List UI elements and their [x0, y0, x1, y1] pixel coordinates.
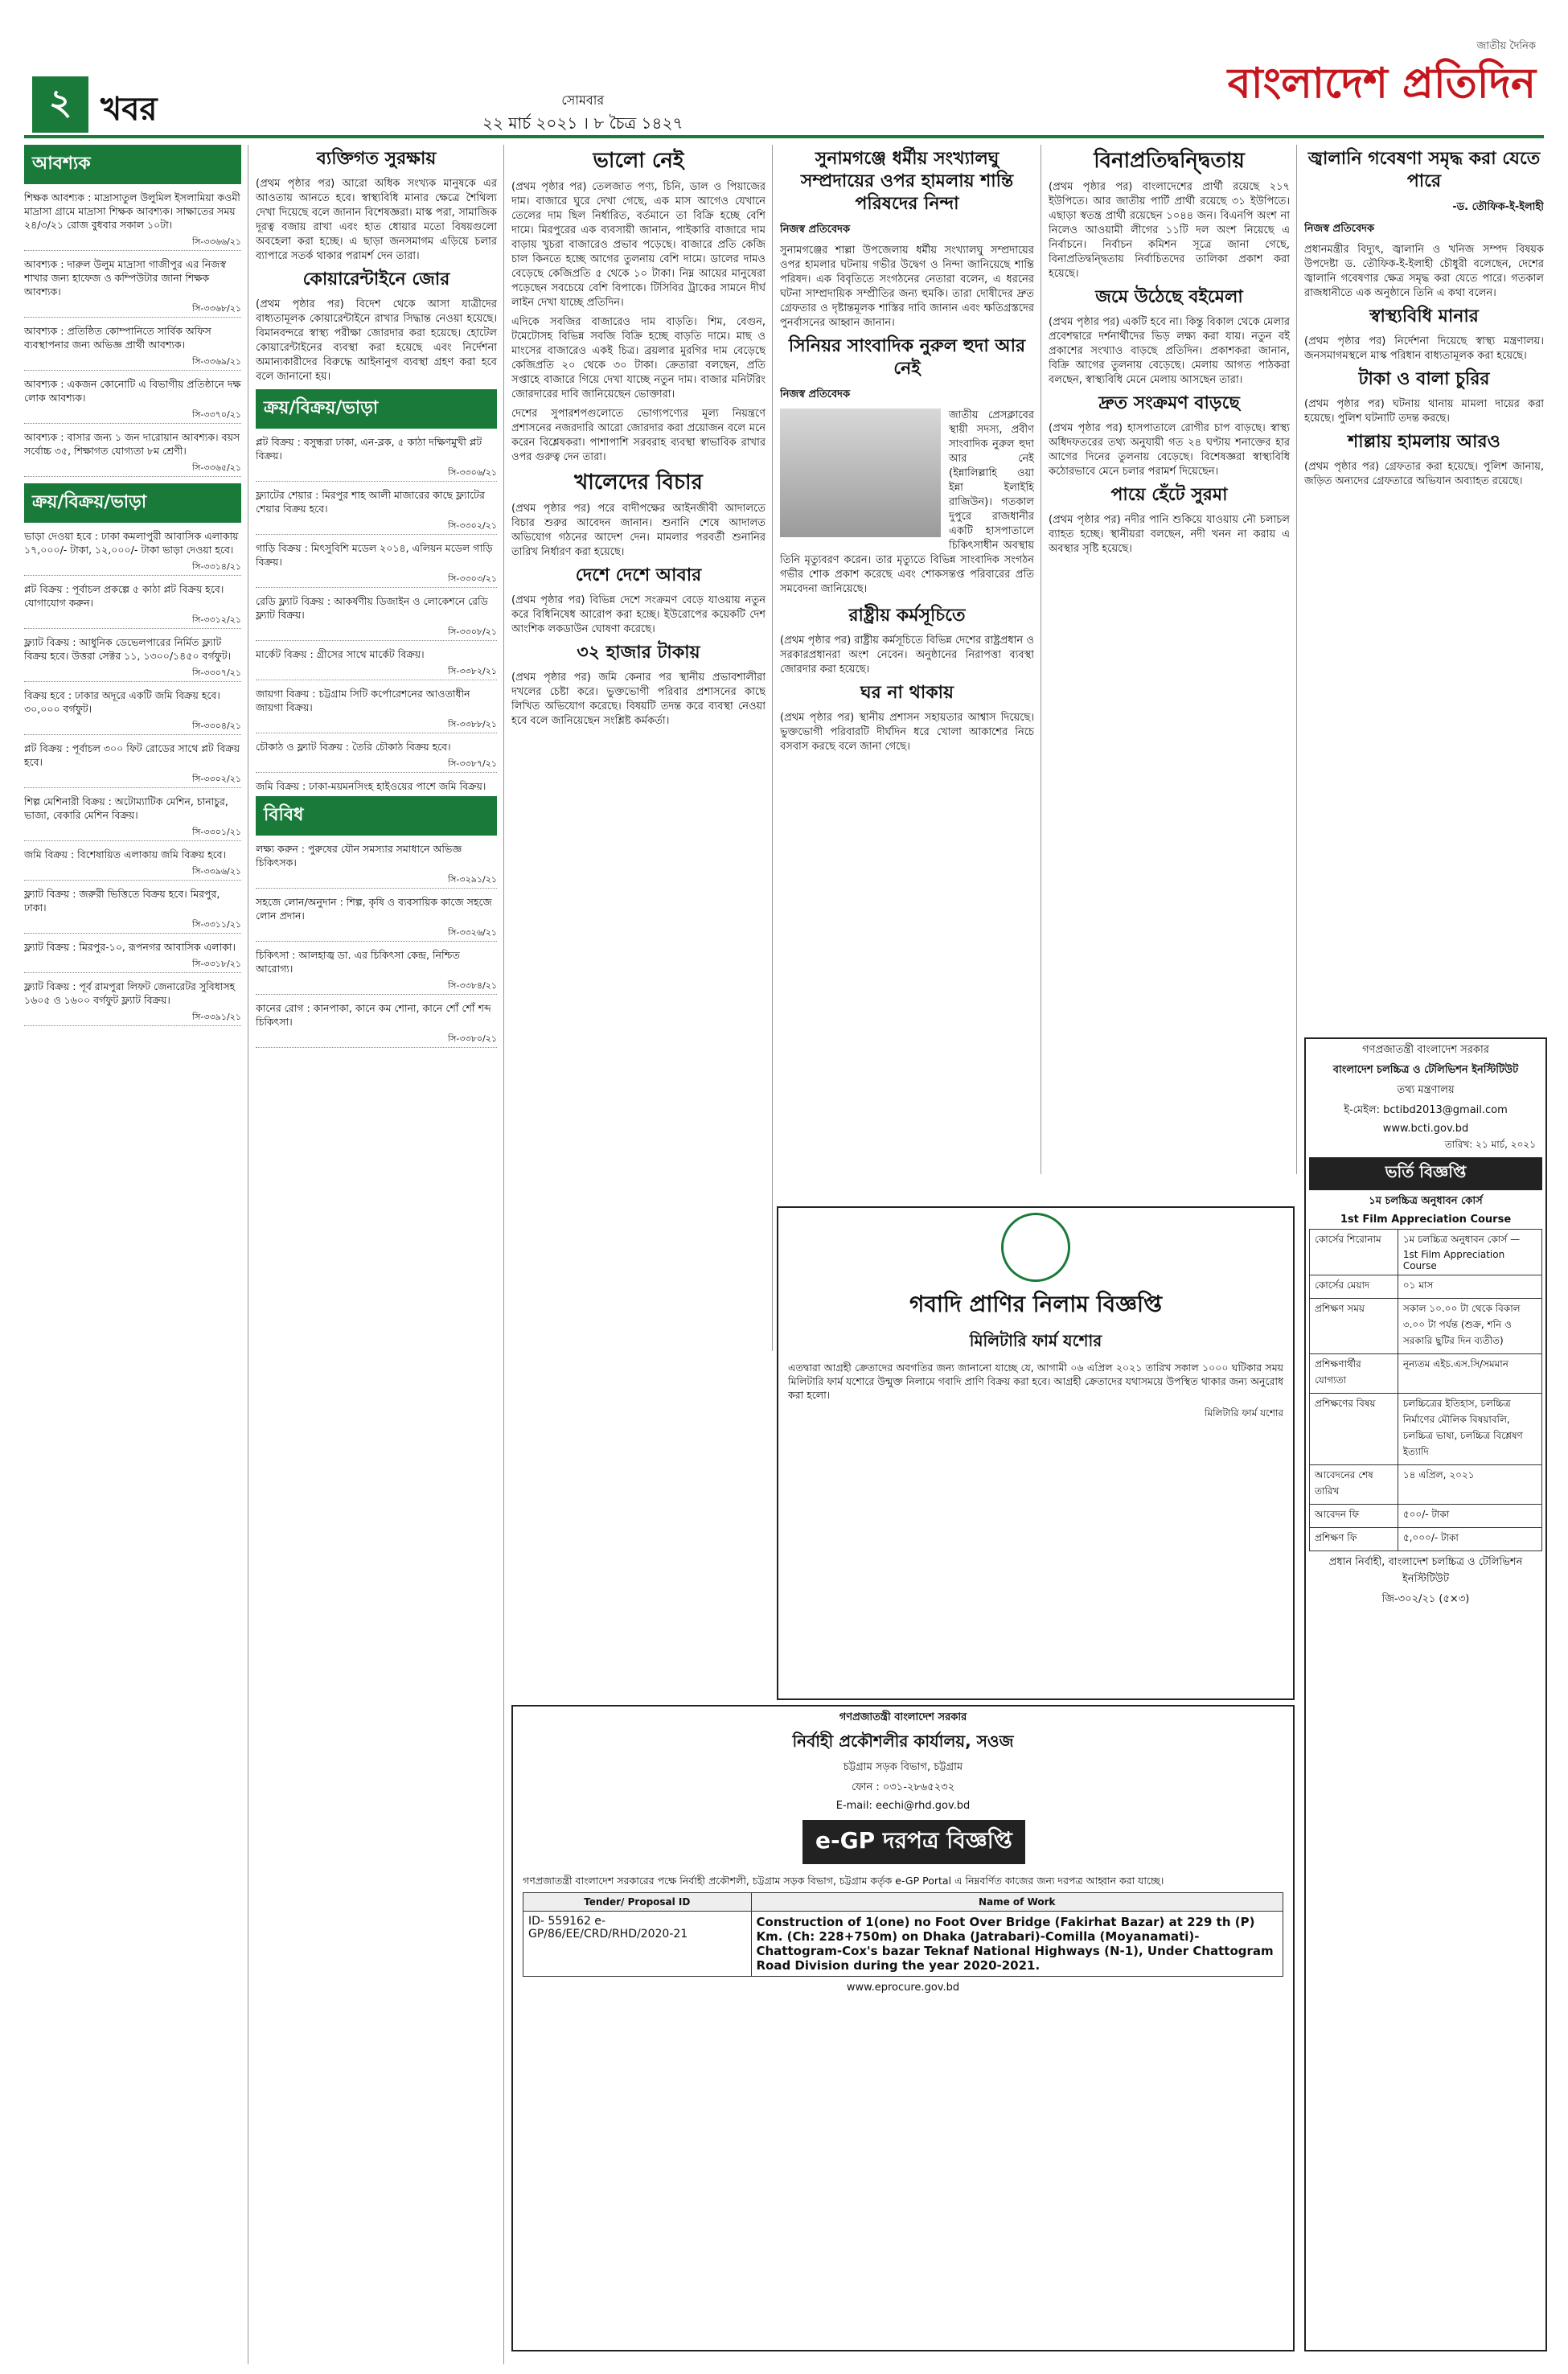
classified-item: জায়গা বিক্রয় : চট্টগ্রাম সিটি কর্পোরেশনের আওতাধীন জায়গা বিক্রয়। [256, 688, 470, 713]
headline-journalist-obituary: সিনিয়র সাংবাদিক নুরুল হুদা আর নেই [788, 336, 1026, 379]
headline-book-fair: জমে উঠেছে বইমেলা [1095, 287, 1243, 307]
article-body: প্রধানমন্ত্রীর বিদ্যুৎ, জ্বালানি ও খনিজ সম্পদ বিষয়ক উপদেষ্টা ড. তৌফিক-ই-ইলাহী চৌধুরী বলেছেন, দেশের জ্বালানি গবেষণার ক্ষেত্র সমৃদ্ধ করা যেতে পারে। গতকাল রাজধানীতে এক অনুষ্ঠানে তিনি এ কথা বলেন। [1304, 244, 1544, 299]
row-value: নূন্যতম এইচ.এস.সি/সমমান [1398, 1354, 1541, 1394]
table-row [1310, 1230, 1542, 1275]
ad-subtitle: মিলিটারি ফার্ম যশোর [969, 1331, 1102, 1350]
row-label: প্রশিক্ষণার্থীর যোগ্যতা [1310, 1354, 1398, 1394]
article-body: এদিকে সবজির বাজারেও দাম বাড়তি। শিম, বেগুন, টমেটোসহ বিভিন্ন সবজি বিক্রি হচ্ছে বাড়তি দামে। মাছ ও মাংসের বাজারেও একই চিত্র। ব্রয়লার মুরগির দাম বেড়েছে কেজিপ্রতি ২০ থেকে ৩০ টাকা। ক্রেতারা বলছেন, প্রতি সপ্তাহে বাজারে গিয়ে দেখা যাচ্ছে নতুন দাম। বাজার মনিটরিং জোরদারের দাবি জানিয়েছেন ভোক্তারা। [511, 316, 766, 400]
classified-item: কানের রোগ : কানপাকা, কানে কম শোনা, কানে শোঁ শোঁ শব্দ চিকিৎসা। [256, 1002, 491, 1028]
classified-ref: সি-৩৩০৭/২১ [24, 666, 241, 682]
classified-heading-wanted: আবশ্যক [24, 145, 241, 184]
ad-body: এতদ্বারা আগ্রহী ক্রেতাদের অবগতির জন্য জানানো যাচ্ছে যে, আগামী ০৬ এপ্রিল ২০২১ তারিখ সকাল ১০০০ ঘটিকার সময় মিলিটারি ফার্ম যশোরে উন্মুক্ত নিলামে গবাদি প্রাণি বিক্রয় করা হবে। আগ্রহী ক্রেতাদের যথাসময়ে উপস্থিত থাকার জন্য অনুরোধ করা হলো। [788, 1362, 1283, 1401]
row-label: আবেদনের শেষ তারিখ [1310, 1465, 1398, 1505]
article-body: (প্রথম পৃষ্ঠার পর) নির্দেশনা দিয়েছে স্বাস্থ্য মন্ত্রণালয়। জনসমাগমস্থলে মাস্ক পরিধান বাধ্যতামূলক করা হয়েছে। [1304, 335, 1544, 362]
article-body: (প্রথম পৃষ্ঠার পর) একটি হবে না। কিন্তু বিকাল থেকে মেলার প্রবেশদ্বারে দর্শনার্থীদের ভিড় লক্ষ্য করা যায়। নতুন বই প্রকাশের সংখ্যাও বাড়ছে প্রতিদিন। প্রকাশকরা জানান, বিক্রি আগের তুলনায় বেড়েছে। মেলায় আগত পাঠকরা বলছেন, স্বাস্থ্যবিধি মেনে মেলায় আসছেন তারা। [1049, 316, 1290, 386]
classified-item: জমি বিক্রয় : ঢাকা-ময়মনসিংহ হাইওয়ের পাশে জমি বিক্রয়। [256, 780, 486, 792]
logo-name: বাংলাদেশ প্রতিদিন [1227, 60, 1536, 108]
classified-item: শিল্প মেশিনারী বিক্রয় : অটোম্যাটিক মেশিন, চানাচুর, ভাজা, বেকারি মেশিন বিক্রয়। [24, 795, 228, 821]
headline-energy-research: জ্বালানি গবেষণা সমৃদ্ধ করা যেতে পারে [1307, 149, 1541, 191]
classified-heading-buy-sell-2: ক্রয়/বিক্রয়/ভাড়া [256, 389, 497, 429]
section-title: খবর [101, 91, 158, 128]
column-divider [772, 145, 773, 1351]
classified-item: সহজে লোন/অনুদান : শিল্প, কৃষি ও ব্যবসায়িক কাজে সহজে লোন প্রদান। [256, 896, 492, 922]
course-name: ১ম চলচ্চিত্র অনুধাবন কোর্স [1369, 1195, 1483, 1207]
row-value: ১৪ এপ্রিল, ২০২১ [1398, 1465, 1541, 1505]
ad-ministry: তথ্য মন্ত্রণালয় [1397, 1084, 1455, 1096]
article-body: (প্রথম পৃষ্ঠার পর) রাষ্ট্রীয় কর্মসূচিতে বিভিন্ন দেশের রাষ্ট্রপ্রধান ও সরকারপ্রধানরা অংশ নেবেন। অনুষ্ঠানের নিরাপত্তা ব্যবস্থা জোরদার করা হয়েছে। [780, 635, 1034, 676]
article-body: (প্রথম পৃষ্ঠার পর) গ্রেফতার করা হয়েছে। পুলিশ জানায়, জড়িত অন্যদের গ্রেফতারে অভিযান অব্যাহত রয়েছে। [1304, 461, 1544, 487]
headline-theft: টাকা ও বালা চুরির [1358, 369, 1490, 389]
article-body: (প্রথম পৃষ্ঠার পর) হাসপাতালে রোগীর চাপ বাড়ছে। স্বাস্থ্য অধিদফতরের তথ্য অনুযায়ী গত ২৪ ঘণ্টায় শনাক্তের হার আগের দিনের তুলনায় বেড়েছে। বিশেষজ্ঞরা স্বাস্থ্যবিধি কঠোরভাবে মেনে চলার পরামর্শ দিয়েছেন। [1049, 422, 1290, 478]
classified-item: ফ্ল্যাট বিক্রয় : জরুরী ভিত্তিতে বিক্রয় হবে। মিরপুর, ঢাকা। [24, 888, 220, 914]
classified-ref: সি-৩৩৬৫/২১ [24, 461, 241, 477]
ad-egp-tender [511, 1705, 1295, 2351]
table-row [1310, 1394, 1542, 1465]
classified-ref: সি-৩৩৬৮/২১ [24, 302, 241, 318]
article-body: দেশের সুপারশপগুলোতে ভোগ্যপণ্যের মূল্য নিয়ন্ত্রণে প্রশাসনের নজরদারি আরো জোরদার করা প্রয়োজন বলে মনে করেন বিশ্লেষকরা। পাশাপাশি সরবরাহ ব্যবস্থা স্বাভাবিক রাখার ওপর গুরুত্ব দেন তারা। [511, 408, 766, 463]
ad-office: নির্বাহী প্রকৌশলীর কার্যালয়, সওজ [792, 1731, 1014, 1751]
classified-ref: সি-৩৩০২/২১ [24, 772, 241, 788]
table-row [1310, 1275, 1542, 1299]
article-body: (প্রথম পৃষ্ঠার পর) ঘটনায় থানায় মামলা দায়ের করা হয়েছে। পুলিশ ঘটনাটি তদন্ত করছে। [1304, 398, 1544, 425]
ad-title: ভর্তি বিজ্ঞপ্তি [1309, 1157, 1542, 1190]
headline-state-program: রাষ্ট্রীয় কর্মসূচিতে [848, 606, 966, 626]
journalist-photo [780, 409, 941, 537]
classified-item: ফ্ল্যাট বিক্রয় : আধুনিক ডেভেলপারের নির্মিত ফ্ল্যাট বিক্রয় হবে। উত্তরা সেক্টর ১১, ১৩০০/১৪৫০ বর্গফুট। [24, 636, 232, 662]
article-body: সুনামগঞ্জের শাল্লা উপজেলায় ধর্মীয় সংখ্যালঘু সম্প্রদায়ের ওপর হামলার ঘটনায় গভীর উদ্বেগ ও নিন্দা জানিয়েছে শান্তি পরিষদ। এক বিবৃতিতে সংগঠনের নেতারা বলেন, এ ধরনের ঘটনা সাম্প্রদায়িক সম্প্রীতির জন্য হুমকি। তারা দোষীদের দ্রুত গ্রেফতার ও দৃষ্টান্তমূলক শাস্তির দাবি জানান এবং ক্ষতিগ্রস্তদের পুনর্বাসনের আহ্বান জানান। [780, 244, 1034, 329]
classified-item: চিকিৎসা : আলহাজ্ব ডা. এর চিকিৎসা কেন্দ্র, নিশ্চিত আরোগ্য। [256, 949, 460, 975]
classified-item: বিক্রয় হবে : ঢাকার অদূরে একটি জমি বিক্রয় হবে। ৩০,০০০ বর্গফুট। [24, 689, 220, 715]
quote-author: -ড. তৌফিক-ই-ইলাহী [1452, 201, 1544, 213]
article-body: (প্রথম পৃষ্ঠার পর) আরো অধিক সংখ্যক মানুষকে এর আওতায় আনতে হবে। স্বাস্থ্যবিধি মানার ক্ষেত্রে শৈথিল্য দেখা দিয়েছে বলে জানান বিশেষজ্ঞরা। মাস্ক পরা, সামাজিক দূরত্ব বজায় রাখা এবং হাত ধোয়ার মতো বিষয়গুলো অবহেলা করা হচ্ছে। এ ছাড়া জনসমাগম এড়িয়ে চলার ব্যাপারে সতর্ক থাকার পরামর্শ দেন তারা। [256, 178, 497, 262]
classified-item: আবশ্যক : একজন কোনোটি এ বিভাগীয় প্রতিষ্ঠানে দক্ষ লোক আবশ্যক। [24, 378, 241, 404]
classified-ref: সি-৩৩০৩/২১ [256, 572, 497, 588]
ad-title: গবাদি প্রাণির নিলাম বিজ্ঞপ্তি [909, 1291, 1163, 1317]
classified-item: মার্কেট বিক্রয় : গ্রীসের সাথে মার্কেট বিক্রয়। [256, 648, 425, 660]
headline-countries-again: দেশে দেশে আবার [575, 565, 702, 585]
table-row [1310, 1354, 1542, 1394]
classified-ref: সি-৩২৯১/২১ [256, 873, 497, 889]
army-seal-icon [1001, 1213, 1070, 1282]
ad-phone: ফোন : ০৩১-২৮৬৫২৩২ [851, 1781, 955, 1793]
row-value: সকাল ১০.০০ টা থেকে বিকাল ৩.০০ টা পর্যন্ত (শুক্র, শনি ও সরকারি ছুটির দিন ব্যতীত) [1398, 1299, 1541, 1354]
article-body: (প্রথম পৃষ্ঠার পর) বাংলাদেশের প্রার্থী রয়েছে ২১৭ ইউপিতে। আর জাতীয় পার্টি প্রার্থী রয়েছে ৩১ ইউপিতে। এছাড়া স্বতন্ত্র প্রার্থী রয়েছেন ১০৪৪ জন। বিএনপি অংশ না নিলেও আওয়ামী লীগের ১১টি দল অংশ নিয়েছে এ নির্বাচনে। নির্বাচন কমিশন সূত্রে জানা গেছে, বিনাপ্রতিদ্বন্দ্বিতায় নির্বাচিতদের তালিকা প্রকাশ করা হয়েছে। [1049, 181, 1290, 280]
classified-ref: সি-৩৩৬৬/২১ [24, 235, 241, 251]
row-label: প্রশিক্ষণ ফি [1310, 1528, 1398, 1551]
headline-infection-rising: দ্রুত সংক্রমণ বাড়ছে [1098, 393, 1240, 413]
ad-intro: গণপ্রজাতন্ত্রী বাংলাদেশ সরকারের পক্ষে নির্বাহী প্রকৌশলী, চট্টগ্রাম সড়ক বিভাগ, চট্টগ্রাম কর্তৃক e-GP Portal এ নিম্নবর্ণিত কাজের জন্য দরপত্র আহ্বান করা যাচ্ছে। [523, 1875, 1164, 1887]
ad-bcti-admission [1304, 1037, 1547, 2351]
article-body: (প্রথম পৃষ্ঠার পর) স্থানীয় প্রশাসন সহায়তার আশ্বাস দিয়েছে। ভুক্তভোগী পরিবারটি দীর্ঘদিন ধরে খোলা আকাশের নিচে বসবাস করছে বলে জানা গেছে। [780, 712, 1034, 753]
news-column-6 [1304, 145, 1544, 1166]
ad-institute: বাংলাদেশ চলচ্চিত্র ও টেলিভিশন ইনস্টিটিউট [1332, 1064, 1519, 1076]
ad-title: e-GP দরপত্র বিজ্ঞপ্তি [802, 1820, 1025, 1864]
classified-item: আবশ্যক : প্রতিষ্ঠিত কোম্পানিতে সার্বিক অফিস ব্যবস্থাপনার জন্য অভিজ্ঞ প্রার্থী আবশ্যক। [24, 325, 211, 351]
date-label: ২২ মার্চ ২০২১ । ৮ চৈত্র ১৪২৭ [482, 113, 683, 133]
article-body: জাতীয় প্রেসক্লাবের স্থায়ী সদস্য, প্রবীণ সাংবাদিক নুরুল হুদা আর নেই (ইন্নালিল্লাহি ওয়া ইন্না ইলাইহি রাজিউন)। গতকাল দুপুরে রাজধানীর একটি হাসপাতালে চিকিৎসাধীন অবস্থায় তিনি মৃত্যুবরণ করেন। তার মৃত্যুতে বিভিন্ন সাংবাদিক সংগঠন গভীর শোক প্রকাশ করেছে এবং শোকসন্তপ্ত পরিবারের প্রতি সমবেদনা জানিয়েছে। [780, 409, 1034, 595]
classified-ref: সি-৩৩৯৬/২১ [24, 865, 241, 881]
classified-ref: সি-৩৩০৮/২১ [256, 625, 497, 641]
classified-item: প্লট বিক্রয় : বসুন্ধরা ঢাকা, এন-ব্লক, ৫ কাঠা দক্ষিণমুখী প্লট বিক্রয়। [256, 436, 482, 462]
classified-item: জমি বিক্রয় : বিশেষায়িত এলাকায় জমি বিক্রয় হবে। [24, 848, 227, 860]
classified-item: ফ্ল্যাট বিক্রয় : পূর্ব রামপুরা লিফট জেনারেটর সুবিধাসহ ১৬০৫ ও ১৬০০ বর্গফুট ফ্ল্যাট বিক্রয়। [24, 980, 236, 1006]
ad-gov: গণপ্রজাতন্ত্রী বাংলাদেশ সরকার [839, 1711, 967, 1723]
column-divider [503, 145, 504, 2364]
course-name-en: 1st Film Appreciation Course [1340, 1214, 1512, 1226]
row-label: আবেদন ফি [1310, 1505, 1398, 1528]
tender-id: ID- 559162 e-GP/86/EE/CRD/RHD/2020-21 [523, 1912, 752, 1977]
ad-date: তারিখ: ২১ মার্চ, ২০২১ [1444, 1139, 1536, 1150]
ad-ref: জি-৩০২/২১ (৫×৩) [1381, 1593, 1470, 1605]
row-value: ১ম চলচ্চিত্র অনুধাবন কোর্স — 1st Film Appreciation Course [1398, 1230, 1541, 1275]
headline-no-house: ঘর না থাকায় [860, 683, 954, 703]
work-name: Construction of 1(one) no Foot Over Bridge (Fakirhat Bazar) at 229 th (P) Km. (Ch: 228+750m) on Dhaka (Jatrabari)-Comilla (Moyanamati)-Chattogram-Cox's bazar Teknaf National Highways (N-1), Under Chattogram Road Division during the year 2020-2021. [751, 1912, 1283, 1977]
ad-email: E-mail: eechi@rhd.gov.bd [835, 1800, 971, 1812]
ad-footer: প্রধান নির্বাহী, বাংলাদেশ চলচ্চিত্র ও টেলিভিশন ইনস্টিটিউট [1328, 1556, 1523, 1585]
news-column-3 [511, 145, 766, 1834]
table-row [523, 1912, 1283, 1977]
classified-ref: সি-৩৩৮৭/২১ [256, 757, 497, 773]
classified-item: ফ্ল্যাটের শেয়ার : মিরপুর শাহ আলী মাজারের কাছে ফ্ল্যাটের শেয়ার বিক্রয় হবে। [256, 489, 485, 515]
classified-ref: সি-৩৩০২/২১ [256, 519, 497, 535]
classified-item: প্লট বিক্রয় : পূর্বাচল ৩০০ ফিট রোডের সাথে প্লট বিক্রয় হবে। [24, 742, 240, 768]
classified-ref: সি-৩৩০১/২১ [24, 825, 241, 841]
headline-surma-walk: পায়ে হেঁটে সুরমা [1110, 485, 1228, 505]
ad-gov: গণপ্রজাতন্ত্রী বাংলাদেশ সরকার [1362, 1044, 1489, 1056]
classified-ref: সি-৩৩০৬/২১ [256, 466, 497, 482]
row-value: ০১ মাস [1398, 1275, 1541, 1299]
byline: নিজস্ব প্রতিবেদক [780, 388, 851, 400]
classified-ref: সি-৩৩৮৪/২১ [256, 979, 497, 995]
headline-uncontested: বিনাপ্রতিদ্বন্দ্বিতায় [1094, 149, 1245, 173]
headline-shalla-attack: শাল্লায় হামলায় আরও [1348, 432, 1500, 452]
ad-division: চট্টগ্রাম সড়ক বিভাগ, চট্টগ্রাম [843, 1761, 963, 1773]
byline: নিজস্ব প্রতিবেদক [1304, 223, 1375, 235]
row-value: ৫,০০০/- টাকা [1398, 1528, 1541, 1551]
headline-sunamganj: সুনামগঞ্জে ধর্মীয় সংখ্যালঘু সম্প্রদায়ের ওপর হামলায় শান্তি পরিষদের নিন্দা [800, 149, 1014, 214]
article-body: (প্রথম পৃষ্ঠার পর) বিভিন্ন দেশে সংক্রমণ বেড়ে যাওয়ায় নতুন করে বিধিনিষেধ আরোপ করা হচ্ছে। ইউরোপের কয়েকটি দেশ আংশিক লকডাউন ঘোষণা করেছে। [511, 594, 766, 635]
column-divider [1296, 145, 1297, 1174]
page-number: ২ [32, 76, 88, 133]
classified-item: আবশ্যক : দারুল উলুম মাদ্রাসা গাজীপুর এর নিজস্ব শাখার জন্য হাফেজ ও কম্পিউটার জানা শিক্ষক আবশ্যক। [24, 258, 226, 298]
logo-tagline: জাতীয় দৈনিক [1476, 40, 1536, 52]
table-row [1310, 1505, 1542, 1528]
ad-website: www.bcti.gov.bd [1382, 1123, 1469, 1135]
row-value: ৫০০/- টাকা [1398, 1505, 1541, 1528]
ad-signature: মিলিটারি ফার্ম যশোর [1205, 1407, 1283, 1419]
news-column-4 [780, 145, 1034, 1335]
article-body: (প্রথম পৃষ্ঠার পর) জমি কেনার পর স্থানীয় প্রভাবশালীরা দখলের চেষ্টা করে। ভুক্তভোগী পরিবার প্রশাসনের কাছে লিখিত অভিযোগ করেছে। বিষয়টি তদন্ত করে ব্যবস্থা নেওয়া হবে বলে জানিয়েছেন সংশ্লিষ্ট কর্মকর্তা। [511, 672, 766, 727]
news-column-2 [256, 145, 497, 2364]
headline-personal-safety: ব্যক্তিগত সুরক্ষায় [316, 149, 437, 169]
admission-table [1309, 1229, 1542, 1551]
date-box [482, 90, 683, 138]
article-body: (প্রথম পৃষ্ঠার পর) নদীর পানি শুকিয়ে যাওয়ায় নৌ চলাচল ব্যাহত হচ্ছে। স্থানীয়রা বলছেন, নদী খনন না করায় এ অবস্থার সৃষ্টি হয়েছে। [1049, 514, 1290, 555]
classified-ref: সি-৩৩৬৯/২১ [24, 355, 241, 371]
news-column-5 [1049, 145, 1290, 1166]
classified-item: রেডি ফ্ল্যাট বিক্রয় : আকর্ষণীয় ডিজাইন ও লোকেশনে রেডি ফ্ল্যাট বিক্রয়। [256, 595, 488, 621]
header-rule [24, 135, 1544, 138]
table-row [1310, 1299, 1542, 1354]
classified-item: চৌকাঠ ও ফ্ল্যাট বিক্রয় : তৈরি চৌকাঠ বিক্রয় হবে। [256, 741, 451, 753]
classified-ref: সি-৩৩২৬/২১ [256, 926, 497, 942]
classified-ref: সি-৩৩৮২/২১ [256, 664, 497, 680]
classified-ref: সি-৩৩১৮/২১ [24, 957, 241, 973]
classified-item: প্লট বিক্রয় : পূর্বাচল প্রকল্পে ৫ কাঠা প্লট বিক্রয় হবে। যোগাযোগ করুন। [24, 583, 224, 609]
article-body: (প্রথম পৃষ্ঠার পর) তেলজাত পণ্য, চিনি, ডাল ও পিয়াজের দাম। বাজারে ঘুরে দেখা গেছে, এক মাস আগেও যেখানে তেলের দাম ছিল নির্ধারিত, বর্তমানে তা বিক্রি হচ্ছে বেশি দামে। মিরপুরের এক ব্যবসায়ী জানান, পাইকারি বাজারে দাম বাড়ায় খুচরা বাজারেও প্রভাব পড়েছে। বাজারে প্রতি কেজি চাল কিনতে হচ্ছে আগের তুলনায় বেশি দামে। ডালের দামও বেড়েছে কেজিপ্রতি ৫ থেকে ১০ টাকা। নিম্ন আয়ের মানুষেরা পড়েছেন সবচেয়ে বেশি বিপাকে। টিসিবির ট্রাকের সামনে দীর্ঘ লাইন দেখা যাচ্ছে প্রতিদিন। [511, 181, 766, 309]
row-label: কোর্সের শিরোনাম [1310, 1230, 1398, 1275]
headline-khaled-trial: খালেদের বিচার [574, 470, 703, 495]
classified-ref: সি-৩৩৯১/২১ [24, 1010, 241, 1026]
classified-ref: সি-৩৩১১/২১ [24, 918, 241, 934]
newspaper-logo [1182, 39, 1536, 127]
classified-ref: সি-৩৩১২/২১ [24, 613, 241, 629]
row-label: প্রশিক্ষণ সময় [1310, 1299, 1398, 1354]
article-body: (প্রথম পৃষ্ঠার পর) বিদেশ থেকে আসা যাত্রীদের বাধ্যতামূলক কোয়ারেন্টাইনে রাখার সিদ্ধান্ত নেওয়া হয়েছে। বিমানবন্দরে স্বাস্থ্য পরীক্ষা জোরদার করা হয়েছে। হোটেল কোয়ারেন্টাইনের ব্যবস্থা করা হয়েছে এবং নির্দেশনা অমান্যকারীদের বিরুদ্ধে আইনানুগ ব্যবস্থা গ্রহণ করা হবে বলে জানানো হয়। [256, 298, 497, 383]
row-value: চলচ্চিত্রের ইতিহাস, চলচ্চিত্র নির্মাণের মৌলিক বিষয়াবলি, চলচ্চিত্র ভাষা, চলচ্চিত্র বিশ্লেষণ ইত্যাদি [1398, 1394, 1541, 1465]
classified-ref: সি-৩৩১৪/২১ [24, 560, 241, 576]
classified-ref: সি-৩৩৭০/২১ [24, 408, 241, 424]
ad-email: ই-মেইল: bctibd2013@gmail.com [1344, 1104, 1508, 1116]
ad-livestock-auction [777, 1206, 1295, 1700]
headline-not-well: ভালো নেই [593, 149, 684, 173]
classified-heading-misc: বিবিধ [256, 796, 497, 836]
row-label: প্রশিক্ষণের বিষয় [1310, 1394, 1398, 1465]
classified-ref: সি-৩৩০৪/২১ [24, 719, 241, 735]
classifieds-column [24, 145, 241, 2364]
page-header [0, 0, 1568, 137]
headline-health-rules: স্বাস্থ্যবিধি মানার [1369, 306, 1479, 327]
classified-item: শিক্ষক আবশ্যক : মাদ্রাসাতুল উলুমিল ইসলামিয়া কওমী মাদ্রাসা গ্রামে মাদ্রাসা শিক্ষক আবশ্যক। সাক্ষাতের সময় ২৪/৩/২১ রোজ বুধবার সকাল ১০টা। [24, 191, 240, 231]
classified-item: আবশ্যক : বাসার জন্য ১ জন দারোয়ান আবশ্যক। বয়স সর্বোচ্চ ৩৫, শিক্ষাগত যোগ্যতা ৮ম শ্রেণী। [24, 431, 240, 457]
classified-item: ভাড়া দেওয়া হবে : ঢাকা কমলাপুরী আবাসিক এলাকায় ১৭,০০০/- টাকা, ১২,০০০/- টাকা ভাড়া দেওয়া হবে। [24, 530, 239, 556]
article-body: (প্রথম পৃষ্ঠার পর) পরে বাদীপক্ষের আইনজীবী আদালতে বিচার শুরুর আবেদন জানান। শুনানি শেষে আদালত অভিযোগ গঠনের আদেশ দেন। মামলার পরবর্তী শুনানির তারিখ নির্ধারণ করা হয়েছে। [511, 503, 766, 558]
ad-website: www.eprocure.gov.bd [846, 1982, 960, 1994]
table-header: Name of Work [751, 1893, 1283, 1912]
headline-quarantine: কোয়ারেন্টাইনে জোর [302, 269, 450, 290]
row-label: কোর্সের মেয়াদ [1310, 1275, 1398, 1299]
classified-ref: সি-৩৩৮৮/২১ [256, 717, 497, 733]
tender-table [523, 1892, 1283, 1977]
classified-heading-buy-sell: ক্রয়/বিক্রয়/ভাড়া [24, 483, 241, 523]
classified-ref: সি-৩৩৮০/২১ [256, 1032, 497, 1048]
headline-32-thousand: ৩২ হাজার টাকায় [577, 643, 700, 663]
classified-item: লক্ষ্য করুন : পুরুষের যৌন সমস্যার সমাধানে অভিজ্ঞ চিকিৎসক। [256, 843, 462, 869]
classified-item: ফ্ল্যাট বিক্রয় : মিরপুর-১০, রূপনগর আবাসিক এলাকা। [24, 941, 236, 953]
byline: নিজস্ব প্রতিবেদক [780, 224, 851, 236]
table-row [1310, 1465, 1542, 1505]
day-label: সোমবার [561, 92, 605, 108]
classified-item: গাড়ি বিক্রয় : মিৎসুবিশি মডেল ২০১৪, এলিয়ন মডেল গাড়ি বিক্রয়। [256, 542, 493, 568]
table-row [1310, 1528, 1542, 1551]
table-header: Tender/ Proposal ID [523, 1893, 752, 1912]
table-header-row [523, 1893, 1283, 1912]
